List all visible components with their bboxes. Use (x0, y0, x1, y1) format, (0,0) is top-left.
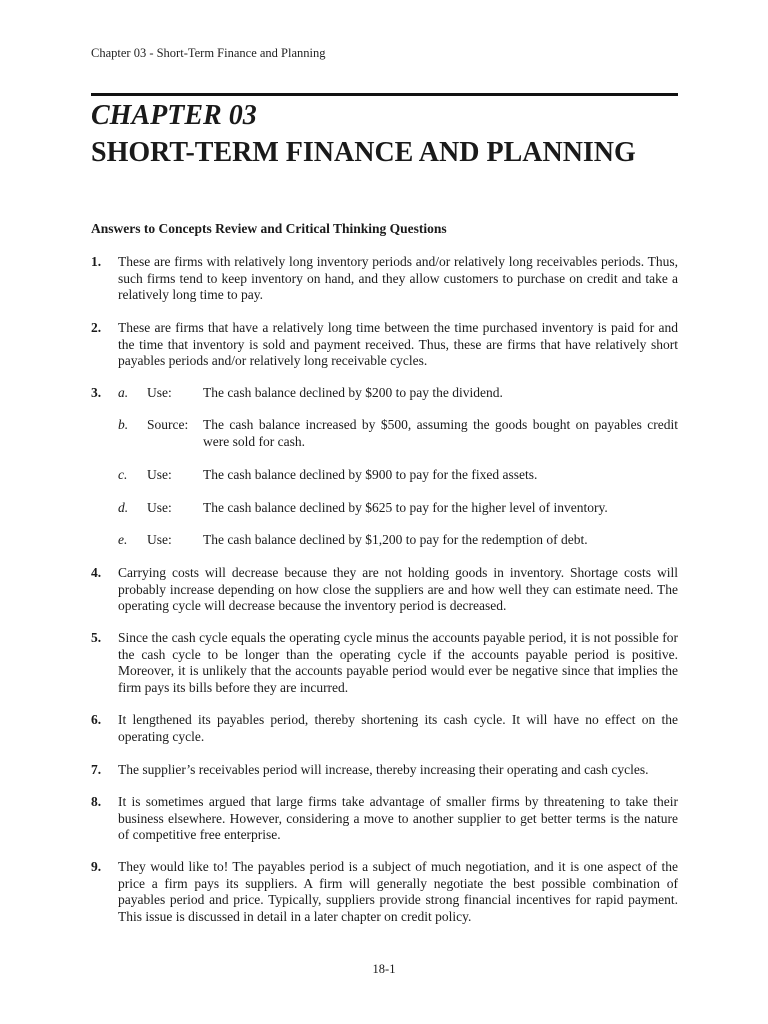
section-heading: Answers to Concepts Review and Critical Thinking Questions (91, 221, 447, 236)
part-letter: e. (118, 532, 128, 547)
question-number: 7. (91, 762, 102, 777)
part-letter: a. (118, 385, 129, 400)
question-2 (91, 320, 678, 370)
part-kind: Use: (147, 532, 172, 547)
part-answer: The cash balance declined by $625 to pay for the higher level of inventory. (203, 500, 608, 515)
question-number: 5. (91, 630, 102, 645)
question-number: 9. (91, 859, 102, 874)
question-1 (91, 254, 678, 304)
part-kind: Use: (147, 500, 172, 515)
page-number: 18-1 (372, 962, 396, 976)
part-kind: Source: (147, 417, 189, 432)
question-3-part-e (91, 532, 678, 549)
question-answer: These are firms that have a relatively long time between the time purchased inventory is paid for and the time that inventory is sold and payment received. Thus, these are firms that have relatively short payables periods and/or relatively long receivable cycles. (118, 320, 678, 368)
part-letter: d. (118, 500, 129, 515)
chapter-title: SHORT-TERM FINANCE AND PLANNING (91, 137, 636, 168)
question-number: 6. (91, 712, 102, 727)
question-9 (91, 859, 678, 925)
question-number: 3. (91, 385, 102, 400)
question-3-part-d (91, 500, 678, 517)
part-answer: The cash balance declined by $1,200 to pay for the redemption of debt. (203, 532, 588, 547)
question-4 (91, 565, 678, 615)
part-answer: The cash balance increased by $500, assuming the goods bought on payables credit were sold for cash. (203, 417, 678, 449)
question-answer: They would like to! The payables period is a subject of much negotiation, and it is one aspect of the price a firm pays its suppliers. A firm will generally negotiate the best possible combination of payables period and price. Typically, suppliers provide strong financial incentives for rapid payment. This issue is discussed in detail in a later chapter on credit policy. (118, 859, 678, 924)
part-letter: c. (118, 467, 128, 482)
question-7 (91, 762, 678, 779)
question-5 (91, 630, 678, 696)
question-3-part-c (91, 467, 678, 484)
part-answer: The cash balance declined by $200 to pay the dividend. (203, 385, 503, 400)
running-header: Chapter 03 - Short-Term Finance and Planning (91, 46, 326, 60)
part-letter: b. (118, 417, 129, 432)
question-number: 4. (91, 565, 102, 580)
question-number: 2. (91, 320, 102, 335)
part-answer: The cash balance declined by $900 to pay for the fixed assets. (203, 467, 538, 482)
chapter-number: CHAPTER 03 (91, 100, 257, 131)
question-8 (91, 794, 678, 844)
question-3-part-b (91, 417, 678, 450)
question-answer: These are firms with relatively long inventory periods and/or relatively long receivables periods. Thus, such firms tend to keep inventory on hand, and they allow customers to purchase on credit and take a relatively long time to pay. (118, 254, 678, 302)
question-answer: It is sometimes argued that large firms take advantage of smaller firms by threatening to take their business elsewhere. However, considering a move to another supplier to get better terms is the nature of competitive free enterprise. (118, 794, 678, 842)
question-6 (91, 712, 678, 745)
question-answer: The supplier’s receivables period will increase, thereby increasing their operating and cash cycles. (118, 762, 649, 777)
part-kind: Use: (147, 385, 172, 400)
chapter-rule (91, 93, 678, 96)
question-number: 8. (91, 794, 102, 809)
question-answer: Since the cash cycle equals the operating cycle minus the accounts payable period, it is not possible for the cash cycle to be longer than the operating cycle if the accounts payable period is positive. Moreover, it is unlikely that the accounts payable period would ever be negative since that implies the firm pays its bills before they are incurred. (118, 630, 678, 695)
question-3-part-a (91, 385, 678, 402)
part-kind: Use: (147, 467, 172, 482)
question-answer: It lengthened its payables period, thereby shortening its cash cycle. It will have no effect on the operating cycle. (118, 712, 678, 744)
question-number: 1. (91, 254, 102, 269)
question-answer: Carrying costs will decrease because they are not holding goods in inventory. Shortage costs will probably increase depending on how close the suppliers are and how well they can estimate need. The operating cycle will decrease because the inventory period is decreased. (118, 565, 678, 613)
